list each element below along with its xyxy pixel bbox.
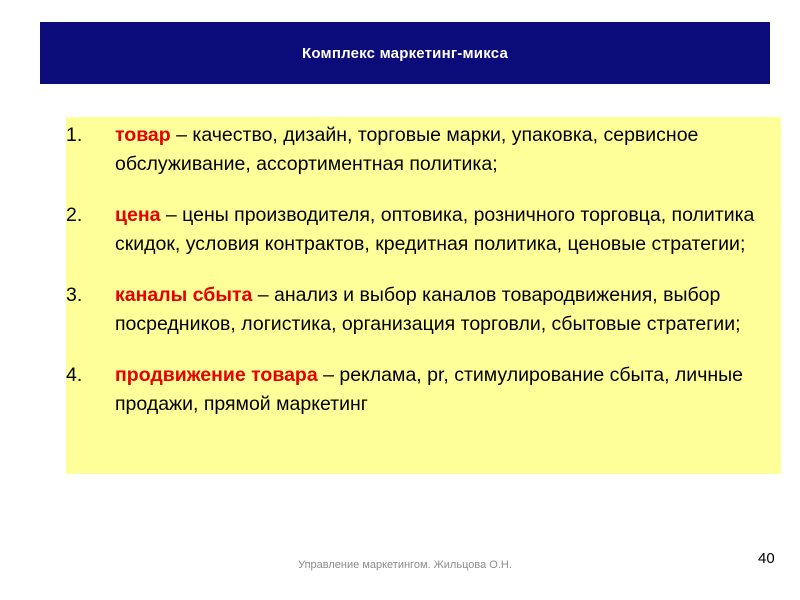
list-item-promotion — [66, 361, 781, 418]
marketing-mix-list — [66, 121, 781, 418]
item-number: 1. — [66, 124, 83, 146]
item-term: продвижение товара — [115, 364, 318, 386]
footer-author: Управление маркетингом. Жильцова О.Н. — [298, 559, 512, 571]
slide-title: Комплекс маркетинг-микса — [302, 44, 508, 62]
title-bar — [40, 22, 770, 84]
item-text: – качество, дизайн, торговые марки, упаковка, сервисное обслуживание, ассортиментная политика; — [115, 124, 699, 175]
item-number: 4. — [66, 364, 83, 386]
item-number: 3. — [66, 284, 83, 306]
item-number: 2. — [66, 204, 83, 226]
item-text: – анализ и выбор каналов товародвижения, выбор посредников, логистика, организация торговли, сбытовые стратегии; — [115, 284, 741, 335]
item-text: – реклама, pr, стимулирование сбыта, личные продажи, прямой маркетинг — [115, 364, 743, 415]
list-item-price — [66, 201, 781, 258]
item-term: товар — [115, 124, 171, 146]
list-item-distribution — [66, 281, 781, 338]
item-term: цена — [115, 204, 161, 226]
page-number: 40 — [758, 550, 775, 567]
content-box — [66, 117, 781, 474]
list-item-product — [66, 121, 781, 178]
item-text: – цены производителя, оптовика, розничного торговца, политика скидок, условия контрактов, кредитная политика, ценовые стратегии; — [115, 204, 755, 255]
item-term: каналы сбыта — [115, 284, 253, 306]
